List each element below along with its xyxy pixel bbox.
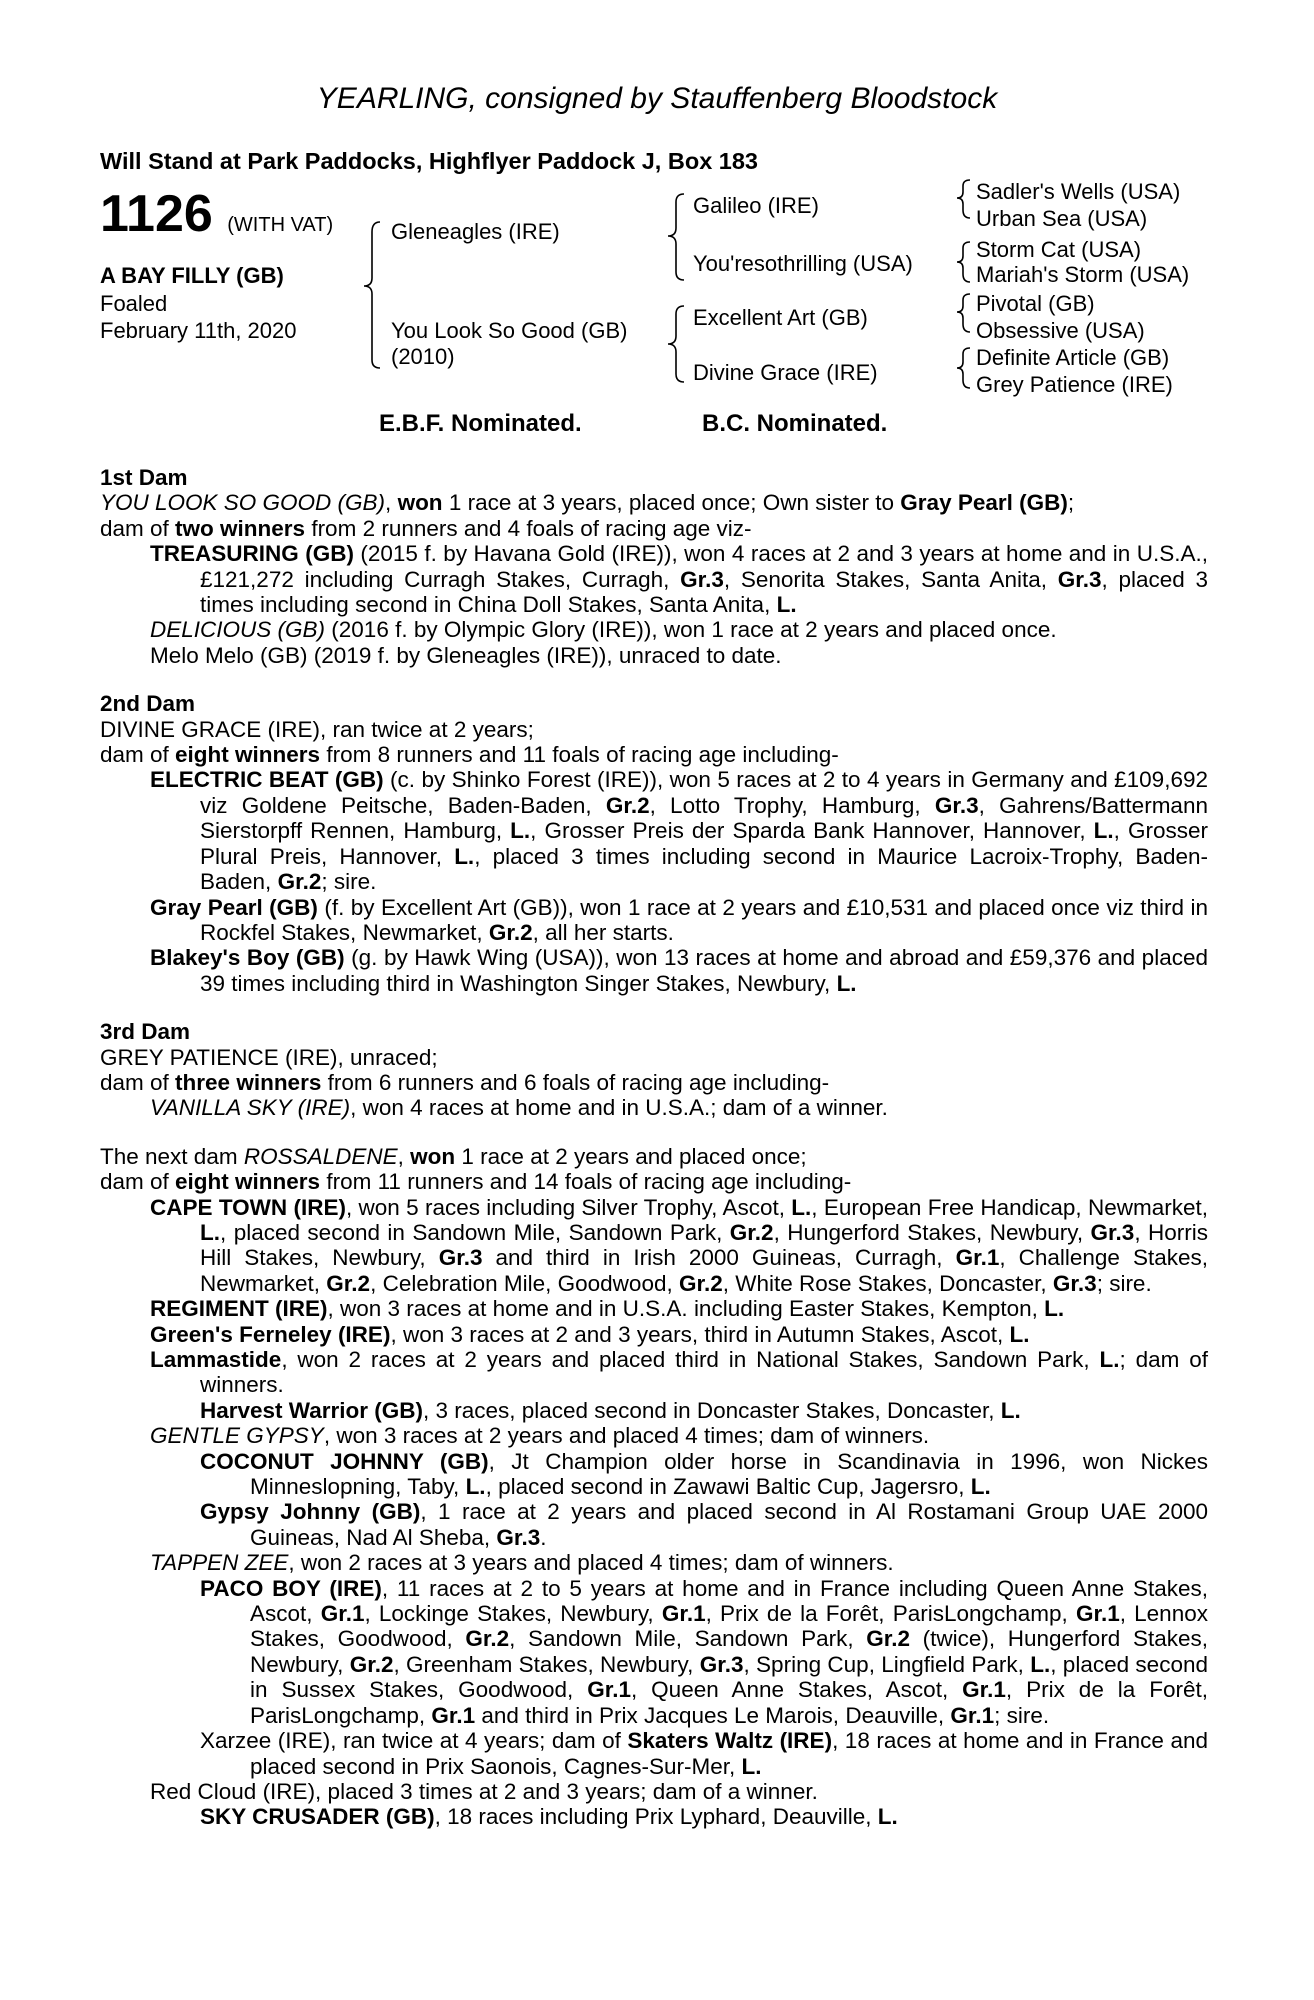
progeny-gentle-gypsy: GENTLE GYPSY, won 3 races at 2 years and placed 4 times; dam of winners.: [150, 1423, 930, 1449]
bc-nomination: B.C. Nominated.: [702, 410, 888, 437]
page-title: YEARLING, consigned by Stauffenberg Bloodstock: [316, 82, 998, 115]
dam-dam: Divine Grace (IRE): [693, 360, 878, 385]
ebf-nomination: E.B.F. Nominated.: [379, 410, 582, 437]
lot-number: 1126: [100, 185, 213, 243]
sire-sire: Galileo (IRE): [693, 193, 819, 218]
dam2-line1: DIVINE GRACE (IRE), ran twice at 2 years;: [100, 716, 534, 742]
dam4-line2: dam of eight winners from 11 runners and 14 foals of racing age including-: [100, 1169, 852, 1195]
progeny-tappen-zee: TAPPEN ZEE, won 2 races at 3 years and placed 4 times; dam of winners.: [150, 1550, 894, 1576]
progeny-treasuring: TREASURING (GB) (2015 f. by Havana Gold (IRE)), won 4 races at 2 and 3 years at home and in U.S.A., £121,272 including Curragh Stakes, Curragh, Gr.3, Senorita Stakes, Santa Anita, Gr.3, placed 3 times including second in China Doll Stakes, Santa Anita, L.: [150, 541, 1208, 618]
lot-number-block: [100, 184, 333, 244]
progeny-lammastide: Lammastide, won 2 races at 2 years and placed third in National Stakes, Sandown Park, L.; dam of winners.: [150, 1347, 1208, 1398]
grandparent-7: Definite Article (GB): [976, 345, 1170, 370]
progeny-paco-boy: PACO BOY (IRE), 11 races at 2 to 5 years at home and in France including Queen Anne Stakes, Ascot, Gr.1, Lockinge Stakes, Newbury, Gr.1, Prix de la Forêt, ParisLongchamp, Gr.1, Lennox Stakes, Goodwood, Gr.2, Sandown Mile, Sandown Park, Gr.2 (twice), Hungerford Stakes, Newbury, Gr.2, Greenham Stakes, Newbury, Gr.3, Spring Cup, Lingfield Park, L., placed second in Sussex Stakes, Goodwood, Gr.1, Queen Anne Stakes, Ascot, Gr.1, Prix de la Forêt, ParisLongchamp, Gr.1 and third in Prix Jacques Le Marois, Deauville, Gr.1; sire.: [200, 1575, 1209, 1728]
grandparent-5: Pivotal (GB): [976, 291, 1095, 316]
progeny-electric-beat: ELECTRIC BEAT (GB) (c. by Shinko Forest (IRE)), won 5 races at 2 to 4 years in Germany and £109,692 viz Goldene Peitsche, Baden-Baden, Gr.2, Lotto Trophy, Hamburg, Gr.3, Gahrens/Battermann Sierstorpff Rennen, Hamburg, L., Grosser Preis der Sparda Bank Hannover, Hannover, L., Grosser Plural Preis, Hannover, L., placed 3 times including second in Maurice Lacroix-Trophy, Baden-Baden, Gr.2; sire.: [150, 767, 1208, 895]
dam-sire: Excellent Art (GB): [693, 305, 868, 330]
dam3-line1: GREY PATIENCE (IRE), unraced;: [100, 1044, 438, 1070]
progeny-gray-pearl: Gray Pearl (GB) (f. by Excellent Art (GB)), won 1 race at 2 years and £10,531 and placed once viz third in Rockfel Stakes, Newmarket, Gr.2, all her starts.: [150, 894, 1208, 945]
foaled-label: Foaled: [100, 291, 168, 316]
dam-year: (2010): [391, 344, 455, 369]
progeny-coconut-johnny: COCONUT JOHNNY (GB), Jt Champion older horse in Scandinavia in 1996, won Nickes Minneslopning, Taby, L., placed second in Zawawi Baltic Cup, Jagersro, L.: [200, 1448, 1209, 1500]
progeny-delicious: DELICIOUS (GB) (2016 f. by Olympic Glory (IRE)), won 1 race at 2 years and placed once.: [150, 617, 1057, 643]
dam1-line1: YOU LOOK SO GOOD (GB), won 1 race at 3 years, placed once; Own sister to Gray Pearl (GB);: [100, 490, 1075, 516]
grandparent-8: Grey Patience (IRE): [976, 372, 1173, 397]
grandparent-2: Urban Sea (USA): [976, 206, 1148, 231]
produce-record: [100, 465, 1208, 1830]
progeny-vanilla-sky: VANILLA SKY (IRE), won 4 races at home and in U.S.A.; dam of a winner.: [150, 1095, 888, 1121]
horse-description: A BAY FILLY (GB): [100, 263, 284, 288]
section-heading-1st-dam: 1st Dam: [100, 465, 188, 490]
dam: You Look So Good (GB): [391, 318, 628, 343]
grandparent-1: Sadler's Wells (USA): [976, 179, 1181, 204]
section-heading-3rd-dam: 3rd Dam: [100, 1019, 191, 1045]
progeny-greens-ferneley: Green's Ferneley (IRE), won 3 races at 2 and 3 years, third in Autumn Stakes, Ascot, L.: [150, 1321, 1030, 1347]
grandparent-6: Obsessive (USA): [976, 318, 1145, 343]
foaled-date: February 11th, 2020: [100, 318, 297, 343]
progeny-xarzee: Xarzee (IRE), ran twice at 4 years; dam of Skaters Waltz (IRE), 18 races at home and in France and placed second in Prix Saonois, Cagnes-Sur-Mer, L.: [200, 1728, 1208, 1779]
vat-label: (WITH VAT): [227, 214, 334, 236]
progeny-red-cloud: Red Cloud (IRE), placed 3 times at 2 and 3 years; dam of a winner.: [150, 1778, 818, 1804]
dam3-line2: dam of three winners from 6 runners and 6 foals of racing age including-: [100, 1069, 830, 1095]
dam4-line1: The next dam ROSSALDENE, won 1 race at 2 years and placed once;: [100, 1143, 807, 1169]
dam1-line2: dam of two winners from 2 runners and 4 foals of racing age viz-: [100, 515, 752, 541]
progeny-melo-melo: Melo Melo (GB) (2019 f. by Gleneagles (IRE)), unraced to date.: [150, 642, 782, 668]
progeny-harvest-warrior: Harvest Warrior (GB), 3 races, placed second in Doncaster Stakes, Doncaster, L.: [200, 1397, 1021, 1423]
progeny-cape-town: CAPE TOWN (IRE), won 5 races including Silver Trophy, Ascot, L., European Free Handicap, Newmarket, L., placed second in Sandown Mile, Sandown Park, Gr.2, Hungerford Stakes, Newbury, Gr.3, Horris Hill Stakes, Newbury, Gr.3 and third in Irish 2000 Guineas, Curragh, Gr.1, Challenge Stakes, Newmarket, Gr.2, Celebration Mile, Goodwood, Gr.2, White Rose Stakes, Doncaster, Gr.3; sire.: [150, 1194, 1208, 1296]
progeny-blakeys-boy: Blakey's Boy (GB) (g. by Hawk Wing (USA)), won 13 races at home and abroad and £59,376 and placed 39 times including third in Washington Singer Stakes, Newbury, L.: [150, 945, 1208, 996]
grandparent-3: Storm Cat (USA): [976, 237, 1142, 262]
section-heading-2nd-dam: 2nd Dam: [100, 691, 196, 717]
progeny-regiment: REGIMENT (IRE), won 3 races at home and in U.S.A. including Easter Stakes, Kempton, L.: [150, 1296, 1065, 1322]
sire-dam: You'resothrilling (USA): [693, 251, 913, 276]
dam2-line2: dam of eight winners from 8 runners and 11 foals of racing age including-: [100, 742, 839, 768]
stand-location: Will Stand at Park Paddocks, Highflyer Paddock J, Box 183: [100, 148, 758, 174]
progeny-gypsy-johnny: Gypsy Johnny (GB), 1 race at 2 years and placed second in Al Rostamani Group UAE 2000 Guineas, Nad Al Sheba, Gr.3.: [200, 1499, 1209, 1550]
grandparent-4: Mariah's Storm (USA): [976, 262, 1190, 287]
sire: Gleneagles (IRE): [391, 219, 560, 244]
progeny-sky-crusader: SKY CRUSADER (GB), 18 races including Prix Lyphard, Deauville, L.: [200, 1804, 898, 1830]
